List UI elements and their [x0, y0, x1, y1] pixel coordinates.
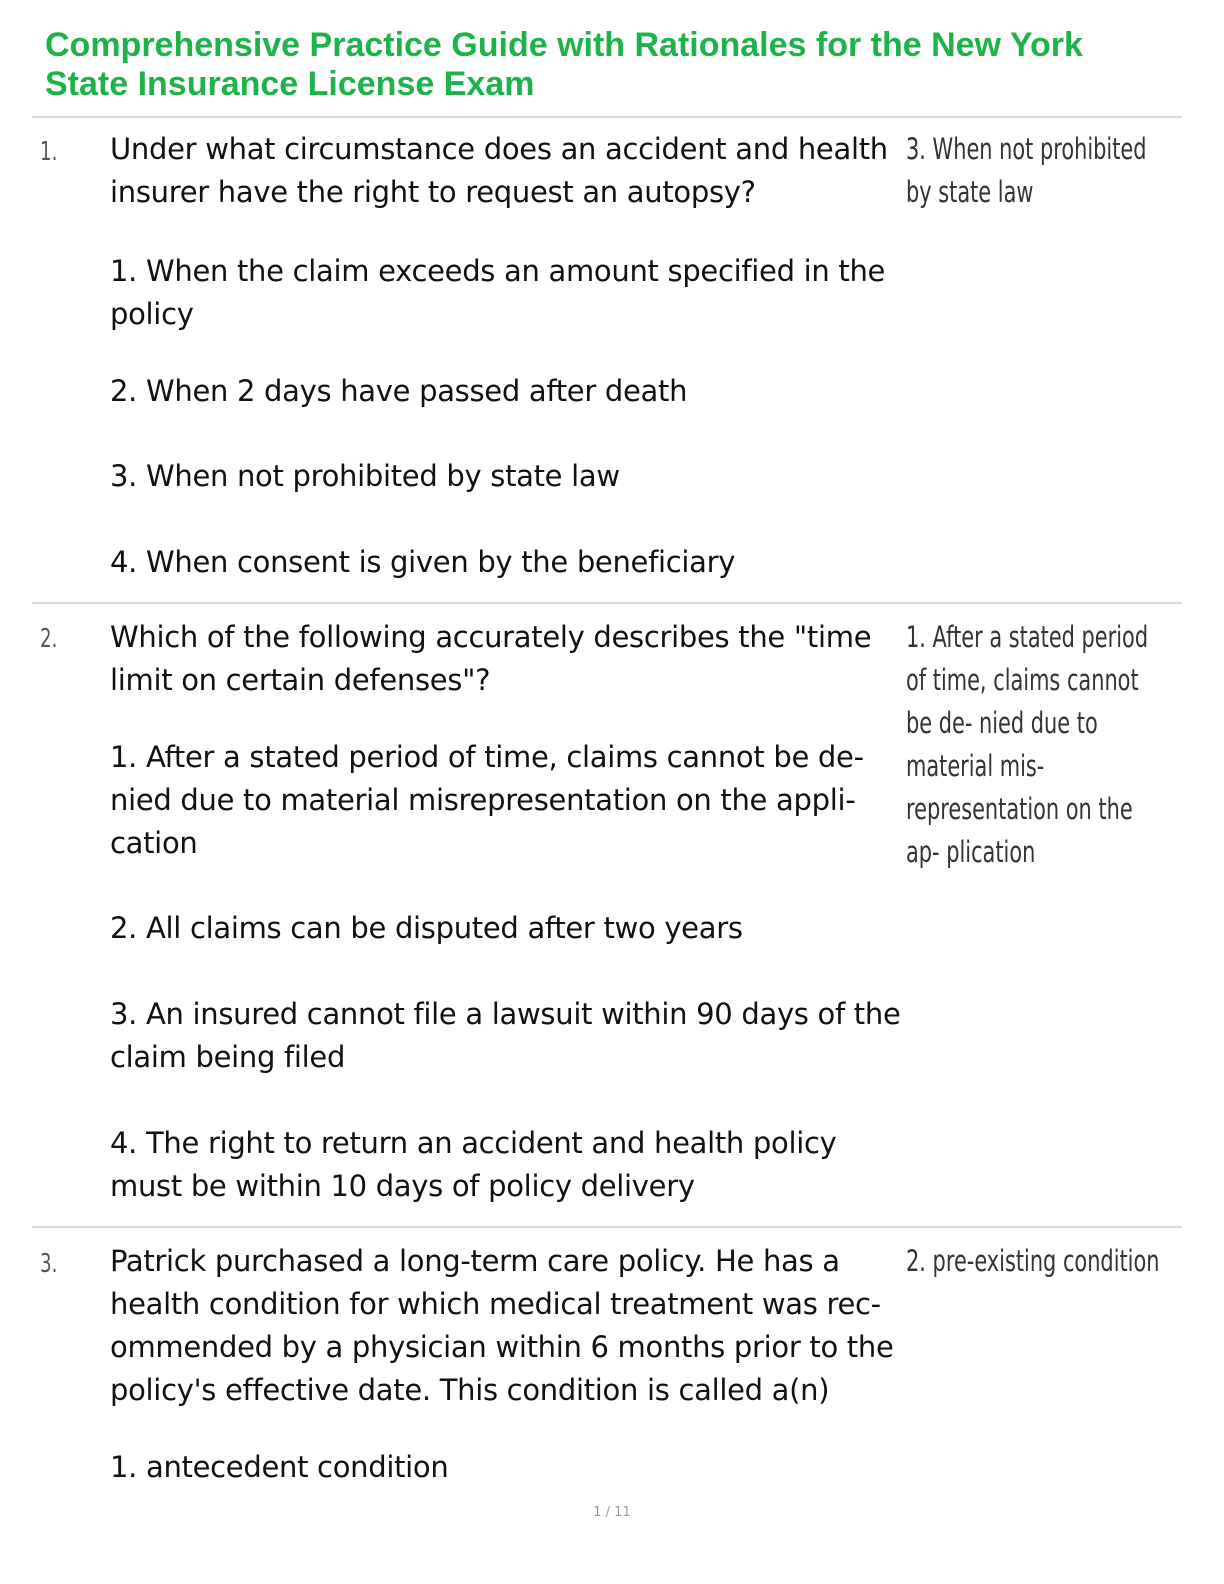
answer-option: 2. When 2 days have passed after death [110, 374, 688, 408]
answer-option: 1. antecedent condition [110, 1450, 449, 1484]
answer-option: 2. All claims can be disputed after two years [110, 911, 743, 945]
divider [32, 602, 1182, 604]
question-text: Under what circumstance does an accident and health insurer have the right to request an autopsy? [110, 132, 888, 209]
answer-option: 3. An insured cannot file a lawsuit within 90 days of the claim being filed [110, 997, 901, 1074]
correct-answer: 1. After a stated period of time, claims cannot be de- nied due to material mis- representation on the ap- plication [906, 620, 1149, 869]
document-title: Comprehensive Practice Guide with Rationales for the New York State Insurance License Exam [45, 26, 1083, 103]
answer-option: 1. After a stated period of time, claims cannot be de- nied due to material misrepresentation on the appli- cation [110, 740, 864, 860]
answer-option: 4. When consent is given by the beneficiary [110, 545, 736, 579]
divider [32, 116, 1182, 118]
divider [32, 1226, 1182, 1228]
question-number: 1. [40, 137, 58, 167]
question-number: 3. [40, 1249, 58, 1279]
correct-answer: 3. When not prohibited by state law [906, 132, 1147, 209]
answer-option: 3. When not prohibited by state law [110, 459, 620, 493]
answer-option: 1. When the claim exceeds an amount specified in the policy [110, 254, 886, 331]
page-indicator: 1 / 11 [593, 1505, 631, 1520]
answer-option: 4. The right to return an accident and health policy must be within 10 days of policy delivery [110, 1126, 837, 1203]
question-text: Patrick purchased a long-term care policy. He has a health condition for which medical treatment was rec- ommended by a physician within 6 months prior to the policy's effective date. This condition is called a(n) [110, 1244, 894, 1407]
question-text: Which of the following accurately describes the "time limit on certain defenses"? [110, 620, 872, 697]
correct-answer: 2. pre-existing condition [906, 1244, 1160, 1278]
question-number: 2. [40, 624, 58, 654]
